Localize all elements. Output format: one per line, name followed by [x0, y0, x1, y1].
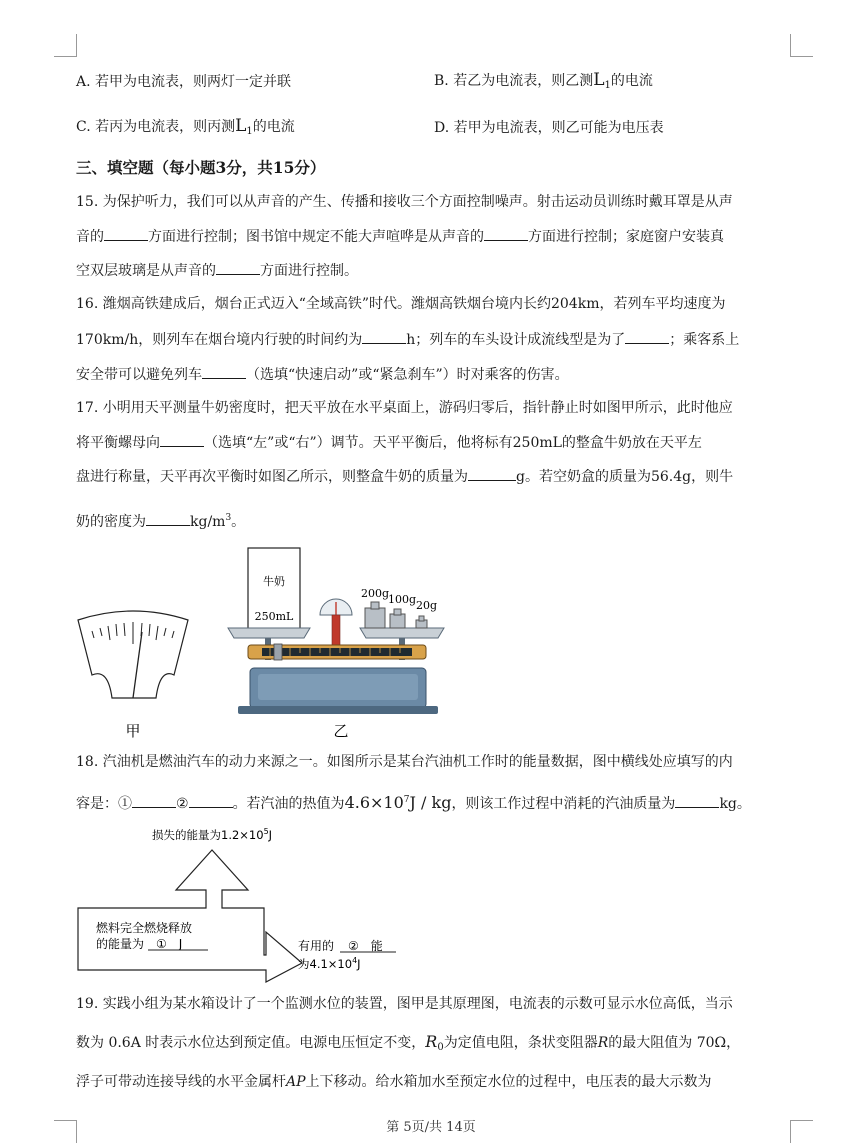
- lost-energy-label: [152, 827, 272, 842]
- weight-20g-label: 20g: [416, 599, 438, 612]
- section-title: 三、填空题（每小题3分，共15分）: [76, 158, 326, 177]
- q17-unit-exp: 3: [225, 513, 232, 523]
- option-c-sub: 1: [246, 126, 253, 137]
- q17-text: 奶的密度为: [76, 514, 146, 530]
- blank-mark-1: ①: [156, 937, 167, 951]
- answer-blank[interactable]: [132, 793, 176, 808]
- crop-mark-top-left: [54, 34, 77, 57]
- q18-text: 容是：①: [76, 796, 132, 812]
- weight-100g-label: 100g: [388, 593, 417, 606]
- answer-blank[interactable]: [146, 511, 190, 526]
- answer-blank[interactable]: [484, 226, 528, 241]
- q17-text: （选填“左”或“右”）调节。天平平衡后，他将标有250mL的整盒牛奶放在天平左: [204, 435, 702, 451]
- q16-line1: 16. 潍烟高铁建成后，烟台正式迈入“全域高铁”时代。潍烟高铁烟台境内长约204km，若列车平均速度为: [76, 296, 726, 312]
- lost-energy-text: 损失的能量为1.2×10: [152, 828, 264, 842]
- q19-line3: [76, 1072, 712, 1092]
- option-c-prefix: C. 若丙为电流表，则丙测: [76, 119, 236, 135]
- q18-text: ，则该工作过程中消耗的汽油质量为: [451, 796, 676, 812]
- q16-text: 安全带可以避免列车: [76, 367, 202, 383]
- q18-line2: [76, 790, 751, 814]
- milk-carton-volume: 250mL: [254, 610, 294, 623]
- answer-blank[interactable]: [625, 329, 669, 344]
- answer-blank[interactable]: [202, 364, 246, 379]
- q19-text: 为定值电阻，条状变阻器: [443, 1035, 598, 1051]
- option-b-sub: 1: [604, 80, 611, 91]
- answer-blank[interactable]: [189, 793, 233, 808]
- q16-text: （选填“快速启动”或“紧急刹车”）时对乘客的伤害。: [246, 367, 569, 383]
- answer-blank[interactable]: [362, 329, 406, 344]
- energy-arrow-shape: [78, 850, 302, 982]
- pointer-dial-figure: [78, 611, 188, 740]
- q17-text: 将平衡螺母向: [76, 435, 160, 451]
- q19-text: 上下移动。给水箱加水至预定水位的过程中，电压表的最大示数为: [305, 1074, 712, 1090]
- q19-line1: 19. 实践小组为某水箱设计了一个监测水位的装置，图甲是其原理图，电流表的示数可显示水位高低，当示: [76, 996, 733, 1012]
- q17-line3: [76, 466, 733, 487]
- answer-blank[interactable]: [675, 793, 719, 808]
- figure-balance: [70, 540, 470, 745]
- blank-mark-2: ②: [348, 939, 359, 953]
- q16-text: 170km/h，则列车在烟台境内行驶的时间约为: [76, 332, 363, 348]
- useful-energy-text: 有用的: [298, 939, 335, 953]
- q18-text: kg。: [719, 796, 751, 812]
- heat-value-exp: 7: [403, 795, 410, 805]
- q16-line2: [76, 329, 739, 350]
- symbol-AP: AP: [286, 1074, 306, 1090]
- milk-carton-label: 牛奶: [263, 575, 285, 588]
- crop-mark-top-right: [790, 34, 813, 57]
- q15-text: 空双层玻璃是从声音的: [76, 263, 216, 279]
- q18-line1: 18. 汽油机是燃油汽车的动力来源之一。如图所示是某台汽油机工作时的能量数据，图中横线处应填写的内: [76, 754, 733, 770]
- q16-text: ；乘客系上: [669, 332, 740, 348]
- q16-line3: [76, 364, 569, 385]
- answer-blank[interactable]: [216, 260, 260, 275]
- option-b-L: L: [593, 70, 605, 90]
- q19-line2: [76, 1032, 740, 1058]
- q15-line3: [76, 260, 358, 281]
- q16-text: h；列车的车头设计成流线型是为了: [406, 332, 626, 348]
- page-footer: 第 5页/共 14页: [386, 1120, 476, 1135]
- q17-text: 盘进行称量，天平再次平衡时如图乙所示，则整盒牛奶的质量为: [76, 469, 468, 485]
- option-a: A. 若甲为电流表，则两灯一定并联: [76, 74, 292, 90]
- q15-line2: [76, 226, 724, 247]
- energy-flow-diagram: [70, 820, 430, 990]
- option-b-prefix: B. 若乙为电流表，则乙测: [434, 73, 594, 89]
- q19-text: 数为 0.6A 时表示水位达到预定值。电源电压恒定不变，: [76, 1035, 426, 1051]
- balance-figure: [228, 548, 444, 740]
- q15-line1: 15. 为保护听力，我们可以从声音的产生、传播和接收三个方面控制噪声。射击运动员训练时戴耳罩是从声: [76, 194, 733, 210]
- useful-energy-exp: 4: [352, 956, 358, 965]
- answer-blank[interactable]: [468, 466, 516, 481]
- q17-line1: 17. 小明用天平测量牛奶密度时，把天平放在水平桌面上，游码归零后，指针静止时如图甲所示，此时他应: [76, 400, 733, 416]
- weight-200g-label: 200g: [361, 587, 390, 600]
- symbol-R: R: [597, 1035, 609, 1051]
- fuel-energy-unit: J: [178, 937, 183, 951]
- useful-energy-unit: J: [357, 957, 361, 971]
- useful-energy-line1: [298, 938, 383, 953]
- answer-blank[interactable]: [104, 226, 148, 241]
- option-c: [76, 116, 295, 142]
- q15-text: 方面进行控制；家庭窗户安装真: [528, 229, 724, 245]
- figure-label-jia: 甲: [125, 722, 141, 740]
- option-b-suffix: 的电流: [610, 73, 653, 89]
- q18-text: ②: [176, 796, 189, 812]
- lost-energy-exp: 5: [263, 827, 269, 836]
- useful-energy-value: 为4.1×10: [298, 957, 353, 971]
- q17-line4: [76, 508, 245, 532]
- q17-unit: kg/m: [190, 514, 226, 530]
- option-b: [434, 70, 653, 96]
- symbol-R0-sub: 0: [437, 1042, 444, 1053]
- option-c-suffix: 的电流: [252, 119, 295, 135]
- q17-text: 。: [231, 514, 246, 530]
- figure-label-yi: 乙: [333, 722, 349, 740]
- q17-line2: [76, 432, 702, 453]
- q17-text: g。若空奶盒的质量为56.4g，则牛: [516, 469, 734, 485]
- q18-text: 。若汽油的热值为: [232, 796, 345, 812]
- lost-energy-unit: J: [268, 828, 273, 842]
- q19-text: 浮子可带动连接导线的水平金属杆: [76, 1074, 286, 1090]
- fuel-energy-line1: 燃料完全燃烧释放: [96, 921, 193, 935]
- q19-text: 的最大阻值为 70Ω，: [608, 1035, 741, 1051]
- useful-energy-text: 能: [370, 939, 383, 953]
- option-d: D. 若甲为电流表，则乙可能为电压表: [434, 120, 664, 136]
- q15-text: 方面进行控制。: [260, 263, 358, 279]
- heat-unit: J / kg: [409, 793, 452, 812]
- symbol-R0: R: [425, 1032, 438, 1051]
- heat-value: 4.6×10: [344, 793, 404, 812]
- fuel-energy-text: 的能量为: [96, 937, 145, 951]
- q15-text: 方面进行控制；图书馆中规定不能大声喧哗是从声音的: [148, 229, 484, 245]
- answer-blank[interactable]: [160, 432, 204, 447]
- option-c-L: L: [235, 116, 247, 136]
- q15-text: 音的: [76, 229, 104, 245]
- useful-energy-line2: [298, 956, 361, 971]
